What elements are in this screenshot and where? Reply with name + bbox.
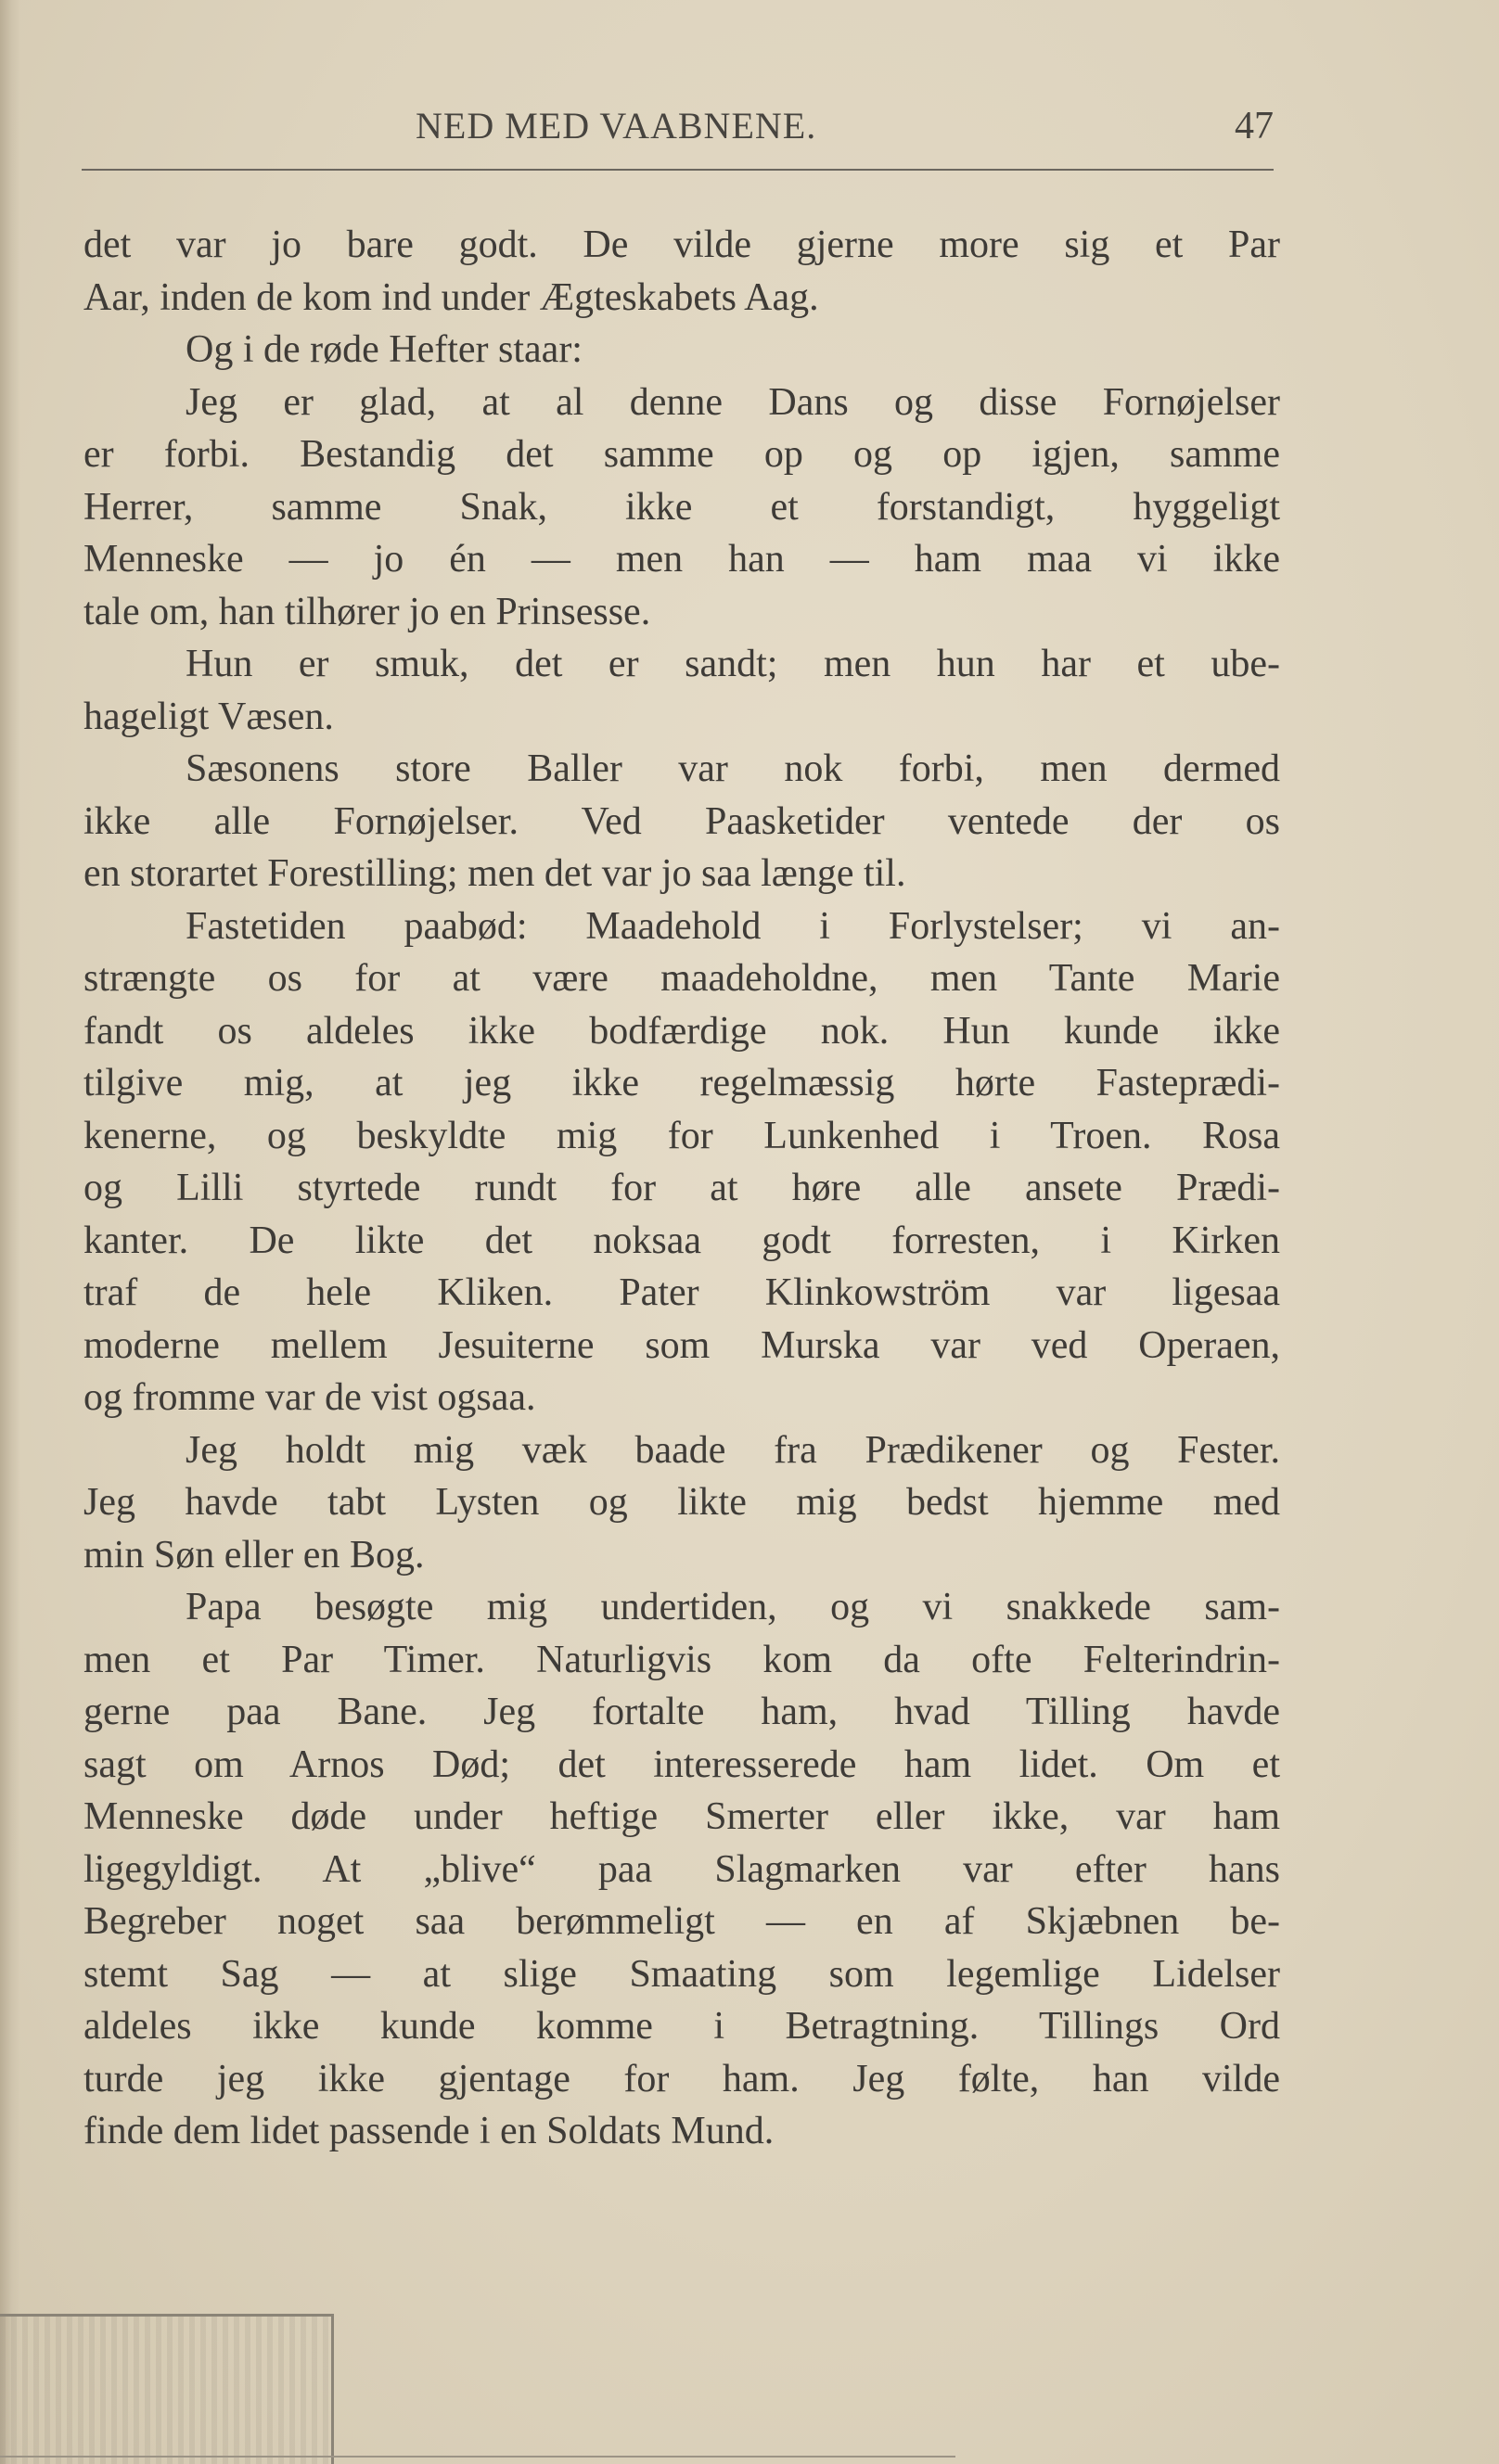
text-line: fandt os aldeles ikke bodfærdige nok. Hun kunde ikke [83, 1009, 1280, 1053]
text-line: min Søn eller en Bog. [83, 1533, 425, 1577]
text-line: Herrer, samme Snak, ikke et forstandigt, hyggeligt [83, 485, 1280, 529]
body-text [83, 219, 1280, 2158]
text-line: Jeg er glad, at al denne Dans og disse Fornøjelser [186, 380, 1280, 424]
text-line: men et Par Timer. Naturligvis kom da ofte Felterindrin- [83, 1638, 1280, 1681]
text-line: strængte os for at være maadeholdne, men Tante Marie [83, 957, 1280, 1000]
text-line: Og i de røde Hefter staar: [186, 328, 583, 371]
text-line: ikke alle Fornøjelser. Ved Paasketider ventede der os [83, 799, 1280, 843]
text-line: Fastetiden paabød: Maadehold i Forlystelser; vi an- [186, 904, 1280, 948]
text-line: turde jeg ikke gjentage for ham. Jeg følte, han vilde [83, 2057, 1280, 2100]
text-line: Hun er smuk, det er sandt; men hun har et ube- [186, 643, 1280, 685]
text-line: Jeg havde tabt Lysten og likte mig bedst hjemme med [83, 1481, 1280, 1524]
text-line: og fromme var de vist ogsaa. [83, 1376, 536, 1419]
text-line: aldeles ikke kunde komme i Betragtning. Tillings Ord [83, 2005, 1280, 2048]
text-line: traf de hele Kliken. Pater Klinkowström var ligesaa [83, 1271, 1280, 1314]
text-line: hageligt Væsen. [83, 695, 334, 738]
text-line: Menneske — jo én — men han — ham maa vi ikke [83, 538, 1280, 581]
text-line: kenerne, og beskyldte mig for Lunkenhed i Troen. Rosa [83, 1114, 1280, 1157]
page-number: 47 [1235, 105, 1274, 147]
text-line: Menneske døde under heftige Smerter eller ikke, var ham [83, 1795, 1280, 1838]
text-line: moderne mellem Jesuiterne som Murska var ved Operaen, [83, 1323, 1280, 1367]
text-line: tale om, han tilhører jo en Prinsesse. [83, 590, 651, 633]
text-line: tilgive mig, at jeg ikke regelmæssig hørte Fasteprædi- [83, 1062, 1280, 1104]
text-line: sagt om Arnos Død; det interesserede ham lidet. Om et [83, 1743, 1280, 1786]
text-line: stemt Sag — at slige Smaating som legemlige Lidelser [83, 1952, 1280, 1996]
page-spine-shadow [0, 0, 20, 2464]
scan-corner-mark [0, 2314, 334, 2464]
text-line: kanter. De likte det noksaa godt forresten, i Kirken [83, 1219, 1280, 1262]
text-line: er forbi. Bestandig det samme op og op igjen, samme [83, 433, 1280, 476]
text-line: gerne paa Bane. Jeg fortalte ham, hvad Tilling havde [83, 1691, 1280, 1733]
text-line: det var jo bare godt. De vilde gjerne more sig et Par [83, 223, 1280, 266]
text-line: Begreber noget saa berømmeligt — en af Skjæbnen be- [83, 1900, 1280, 1943]
text-line: Jeg holdt mig væk baade fra Prædikener og Fester. [186, 1428, 1280, 1472]
running-title: NED MED VAABNENE. [416, 105, 817, 147]
text-line: og Lilli styrtede rundt for at høre alle ansete Prædi- [83, 1167, 1280, 1209]
text-line: Sæsonens store Baller var nok forbi, men dermed [186, 747, 1280, 790]
text-line: Aar, inden de kom ind under Ægteskabets Aag. [83, 275, 819, 319]
text-line: ligegyldigt. At „blive“ paa Slagmarken var efter hans [83, 1847, 1280, 1891]
text-line: Papa besøgte mig undertiden, og vi snakkede sam- [186, 1586, 1280, 1628]
header-rule [82, 169, 1274, 171]
text-line: finde dem lidet passende i en Soldats Mund. [83, 2110, 775, 2152]
page-header [82, 104, 1274, 161]
text-line: en storartet Forestilling; men det var jo saa længe til. [83, 852, 906, 895]
scan-bottom-edge [0, 2456, 955, 2458]
